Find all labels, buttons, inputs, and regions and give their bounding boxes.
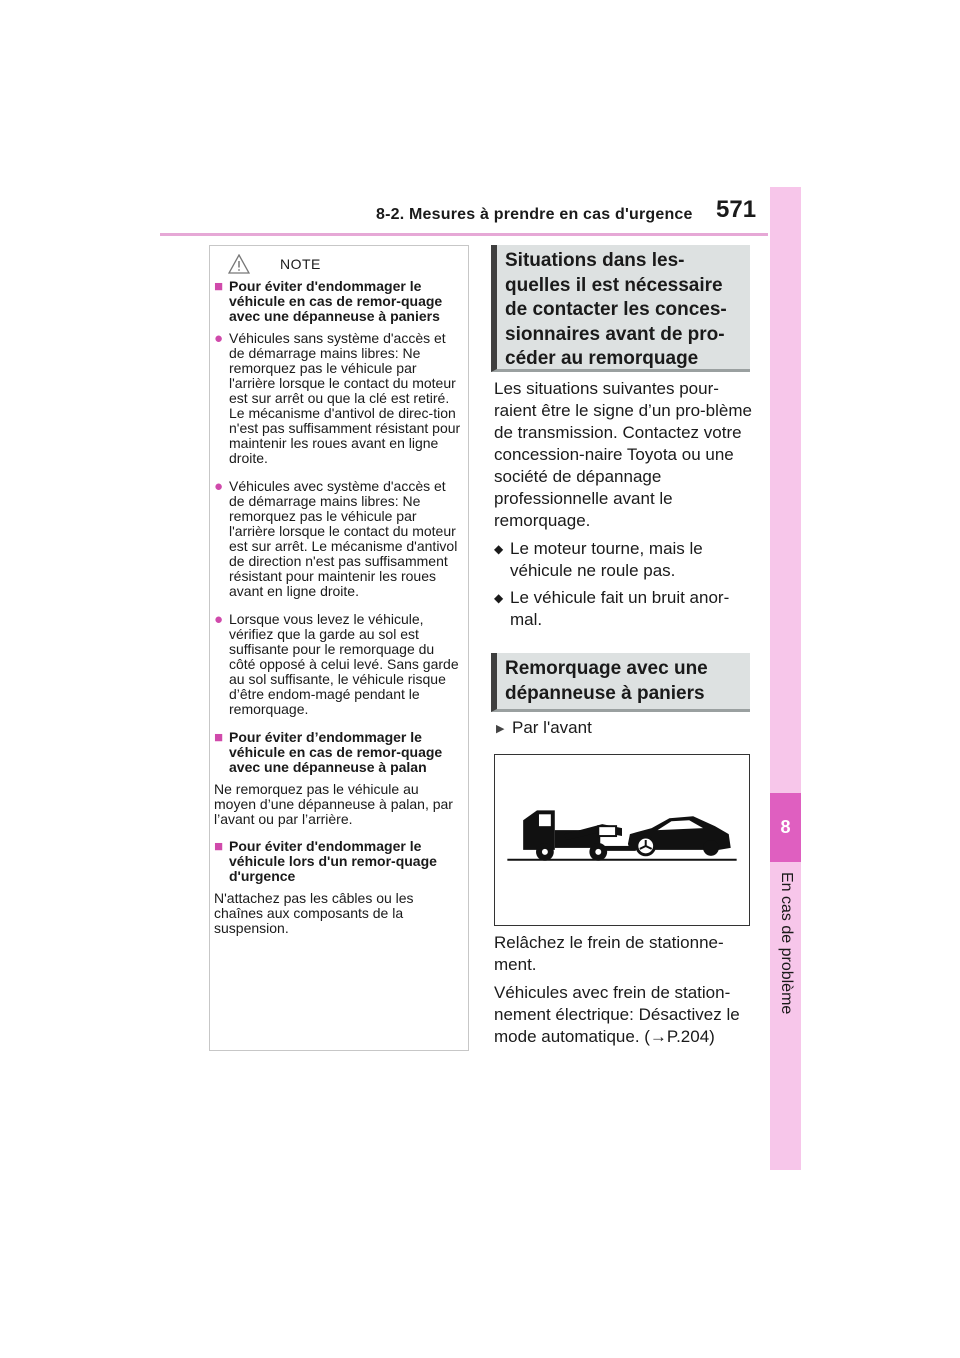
note-paragraph: N'attachez pas les câbles ou les chaînes aux composants de la suspension. [214,890,414,936]
list-item: ◆ Le moteur tourne, mais le véhicule ne roule pas. [494,539,703,580]
tow-truck-illustration [494,754,750,926]
note-bullet: ● Véhicules avec système d'accès et de démarrage mains libres: Ne remorquez pas le véhicule par l'arrière lorsque le contact du moteur est sur arrêt. Le mécanisme d'antivol de direction n'est pas suffisamment résistant pour maintenir les roues avant en ligne droite. [214,478,458,599]
note-bullet: ● Véhicules sans système d'accès et de démarrage mains libres: Ne remorquez pas le véhicule par l'arrière lorsque le contact du moteur est sur arrêt ou que la clé est retiré. Le mécanisme d'antivol de direc-tion n'est pas suffisamment résistant pour maintenir les roues avant en ligne droite. [214,330,461,466]
sub-item: ▶ Par l'avant [496,718,592,737]
note-bullet: ● Lorsque vous levez le véhicule, vérifiez que la garde au sol est suffisante pour le remorquage du côté opposé à celui levé. Sans garde au sol suffisante, le véhicule risque d’être endom-magé pendant le remorquage. [214,611,459,717]
wheel-lift-tow-illustration [495,755,749,925]
round-bullet-icon: ● [214,478,224,495]
list-item: ◆ Le véhicule fait un bruit anor-mal. [494,588,730,629]
section-title: 8-2. Mesures à prendre en cas d'urgence [376,206,693,223]
round-bullet-icon: ● [214,611,224,628]
triangle-right-icon: ▶ [496,722,505,735]
note-content [214,279,462,948]
diamond-bullet-icon: ◆ [494,542,504,556]
warning-triangle-icon [228,254,250,274]
note-box [209,245,469,1051]
square-bullet-icon: ■ [214,838,224,855]
note-heading: ■ Pour éviter d'endommager le véhicule lors d'un remor-quage d'urgence [214,838,437,884]
note-header [228,254,321,274]
diamond-bullet-icon: ◆ [494,591,504,605]
note-heading: ■ Pour éviter d'endommager le véhicule en cas de remor-quage avec une dépanneuse à paniers [214,278,443,324]
chapter-number-badge: 8 [770,793,801,862]
page-number: 571 [716,196,757,223]
note-heading: ■ Pour éviter d’endommager le véhicule en cas de remor-quage avec une dépanneuse à palan [214,729,443,775]
chapter-title: En cas de problème [778,872,795,1015]
note-paragraph: Ne remorquez pas le véhicule au moyen d’une dépanneuse à palan, par l’avant ou par l’arrière. [214,781,453,827]
section-heading: Situations dans les-quelles il est nécessaire de contacter les conces-sionnaires avant de pro-céder au remorquage [491,245,750,372]
paragraph: Véhicules avec frein de station-nement électrique: Désactivez le mode automatique. (→P.204) [494,983,740,1046]
intro-paragraph: Les situations suivantes pour-raient être le signe d’un pro-blème de transmission. Contactez votre concession-naire Toyota ou une société de dépannage professionnelle avant le remorquage. [494,379,752,530]
paragraph: Relâchez le frein de stationne-ment. [494,933,724,974]
section-heading: Remorquage avec une dépanneuse à paniers [491,653,750,712]
header-divider [160,233,768,236]
square-bullet-icon: ■ [214,278,224,295]
square-bullet-icon: ■ [214,729,224,746]
round-bullet-icon: ● [214,330,224,347]
note-label: NOTE [280,256,321,272]
